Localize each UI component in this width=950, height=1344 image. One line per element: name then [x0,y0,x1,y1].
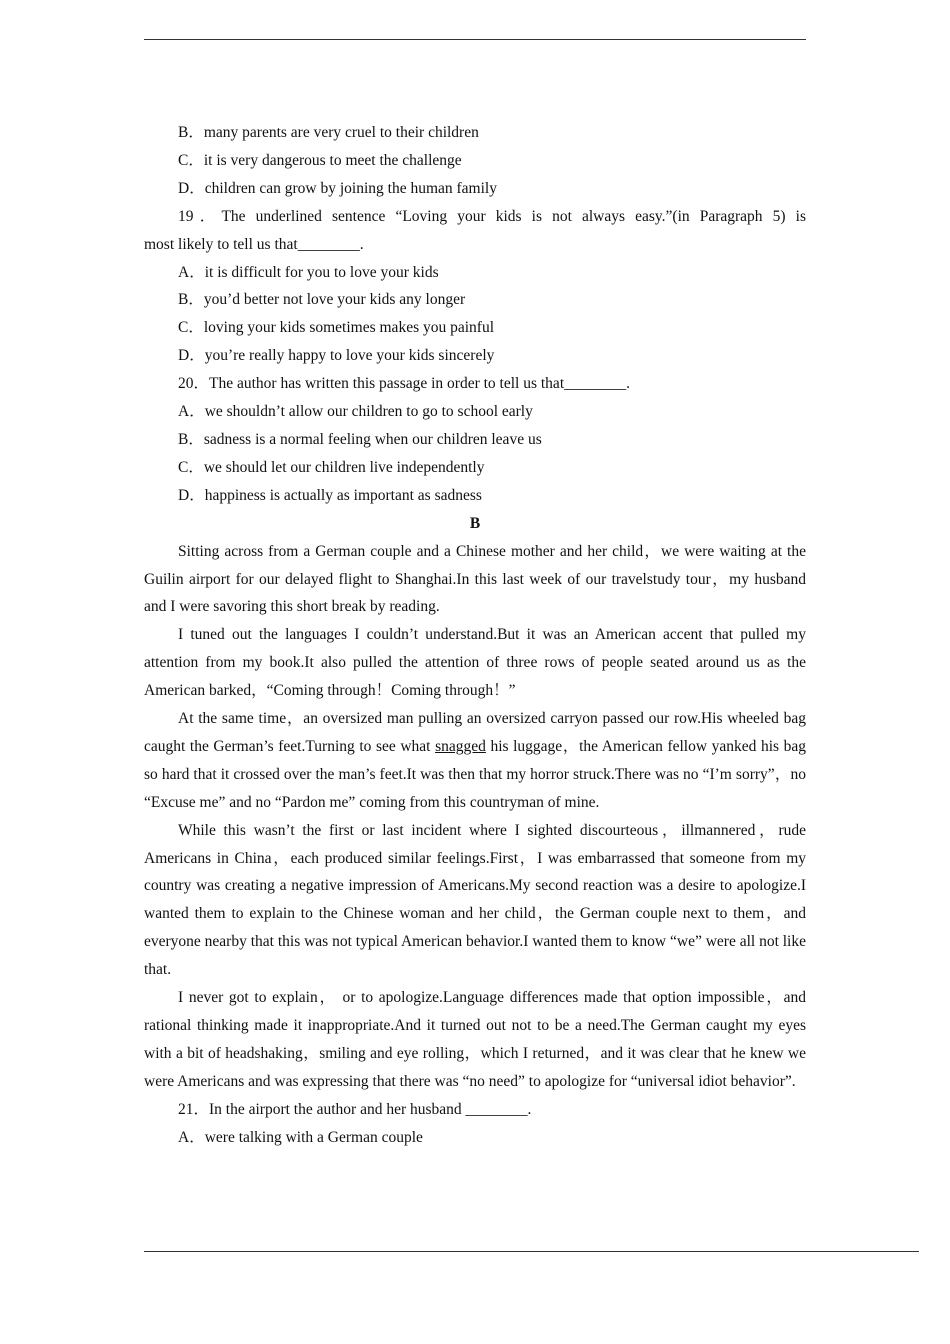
section-heading: B [469,514,481,532]
option-text: you’d better not love your kids any longer [203,291,466,309]
option-label: C． [178,458,204,476]
option-label: A． [178,1128,205,1146]
question-19 [144,203,806,370]
underlined-word: snagged [435,737,486,755]
option-18-d [144,175,806,203]
page-content [144,119,806,1152]
option-label: D． [178,486,205,504]
option-label: D． [178,347,205,365]
option-text: many parents are very cruel to their children [203,124,479,141]
option-19-d [144,342,806,370]
option-text: we should let our children live independently [203,458,485,476]
option-label: B． [178,430,204,448]
question-19-stem: 19．The underlined sentence “Loving your kids is not always easy.”(in Paragraph 5) is [178,207,806,225]
option-text: it is difficult for you to love your kids [204,263,439,281]
option-20-d [144,482,806,510]
option-label: B． [178,124,204,141]
option-19-c [144,314,806,342]
question-21 [144,1096,806,1152]
paragraph-text: his luggage，the American fellow yanked his bag so hard that it crossed over the man’s feet.It was then that my horror struck.There was no “I’m sorry”，no “Excuse me” and no “Pardon me” coming from this countryman of mine. [144,737,807,811]
reading-passage [144,538,806,1096]
option-text: happiness is actually as important as sadness [204,486,482,504]
option-21-a [144,1124,806,1152]
question-19-stem-cont: most likely to tell us that________. [144,235,364,253]
question-18-options [144,119,806,203]
option-label: D． [178,179,205,197]
passage-paragraph-2: I tuned out the languages I couldn’t understand.But it was an American accent that pulled my attention from my book.It also pulled the attention of three rows of people seated around us as the American barked，“Coming through！Coming through！” [144,626,806,700]
passage-paragraph-3 [144,705,806,817]
question-20 [144,370,806,510]
option-19-b [144,286,806,314]
paragraph-text: At the same time，an oversized man pulling an oversized carryon passed our row.His wheeled bag caught the German’s feet.Turning to see what [144,710,806,755]
option-text: we shouldn’t allow our children to go to school early [204,403,533,421]
option-label: A． [178,263,205,281]
option-text: children can grow by joining the human family [204,179,497,197]
question-21-stem: 21．In the airport the author and her husband ________. [178,1100,532,1118]
option-20-c [144,454,806,482]
footer-rule [144,1251,919,1252]
option-20-b [144,426,806,454]
option-label: A． [178,403,205,421]
option-label: B． [178,291,204,309]
option-20-a [144,398,806,426]
option-18-b [144,119,806,147]
option-text: loving your kids sometimes makes you painful [203,319,495,337]
passage-paragraph-4: While this wasn’t the first or last incident where I sighted discourteous，illmannered，rude Americans in China，each produced similar feelings.First，I was embarrassed that someone from my country was creating a negative impression of Americans.My second reaction was a desire to apologize.I wanted them to explain to the Chinese woman and her child，the German couple next to them，and everyone nearby that this was not typical American behavior.I wanted them to know “we” were all not like that. [144,821,806,979]
option-text: were talking with a German couple [204,1128,423,1146]
option-19-a [144,259,806,287]
passage-paragraph-5: I never got to explain， or to apologize.Language differences made that option impossible，and rational thinking made it inappropriate.And it turned out not to be a need.The German caught my eyes with a bit of headshaking，smiling and eye rolling，which I returned，and it was clear that he knew we were Americans and was expressing that there was “no need” to apologize for “universal idiot behavior”. [144,989,806,1090]
option-label: C． [178,151,204,169]
option-text: you’re really happy to love your kids sincerely [204,347,495,365]
option-label: C． [178,319,204,337]
passage-paragraph-1: Sitting across from a German couple and a Chinese mother and her child，we were waiting at the Guilin airport for our delayed flight to Shanghai.In this last week of our travelstudy tour，my husband and I were savoring this short break by reading. [144,542,806,616]
option-18-c [144,147,806,175]
header-rule [144,39,806,40]
option-text: it is very dangerous to meet the challenge [203,151,462,169]
option-text: sadness is a normal feeling when our children leave us [203,430,542,448]
question-20-stem: 20．The author has written this passage in order to tell us that________. [178,375,630,393]
